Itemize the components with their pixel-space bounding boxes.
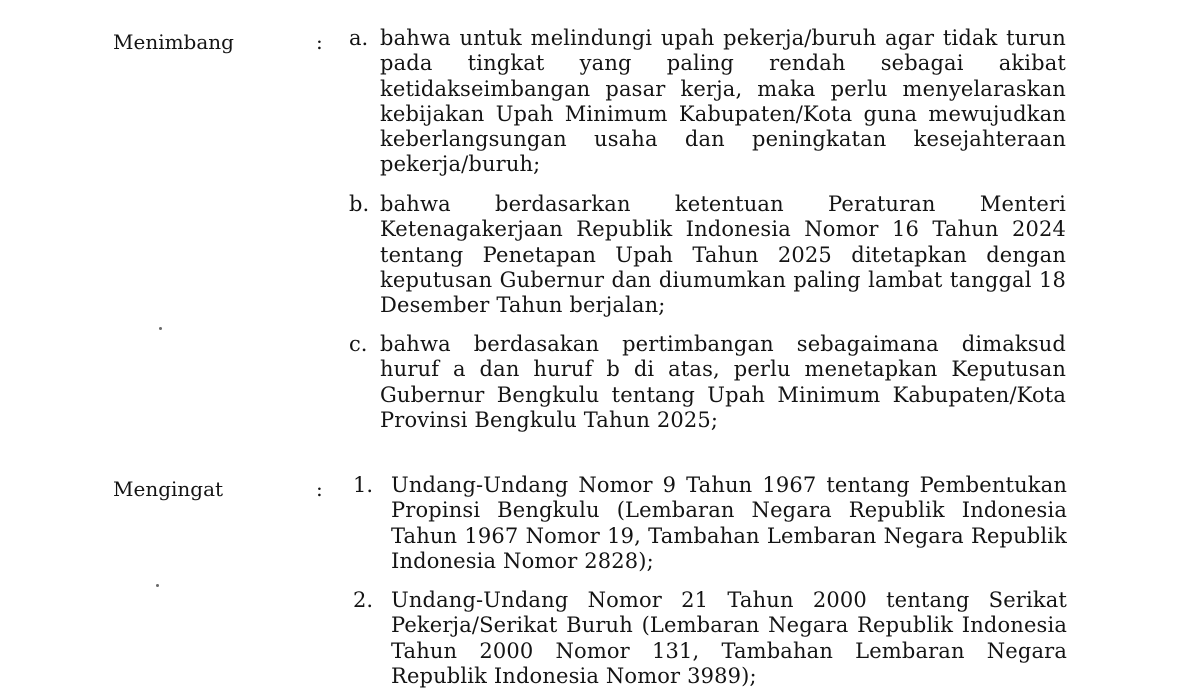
item-text: Undang-Undang Nomor 21 Tahun 2000 tentang Serikat Pekerja/Serikat Buruh (Lembaran Negara Republik Indonesia Tahun 2000 Nomor 131, Tambahan Lembaran Negara Republik Indonesia Nomor 3989);: [391, 588, 1067, 688]
item-text: bahwa berdasarkan ketentuan Peraturan Menteri Ketenagakerjaan Republik Indonesia Nomor 16 Tahun 2024 tentang Penetapan Upah Tahun 2025 ditetapkan dengan keputusan Gubernur dan diumumkan paling lambat tanggal 18 Desember Tahun berjalan;: [380, 192, 1066, 318]
item-text: bahwa untuk melindungi upah pekerja/buruh agar tidak turun pada tingkat yang paling rendah sebagai akibat ketidakseimbangan pasar kerja, maka perlu menyelaraskan kebijakan Upah Minimum Kabupaten/Kota guna mewujudkan keberlangsungan usaha dan peningkatan kesejahteraan pekerja/buruh;: [380, 26, 1066, 177]
item-marker: a.: [349, 26, 369, 50]
section-label-mengingat: Mengingat: [113, 477, 224, 501]
section-label-menimbang: Menimbang: [113, 30, 234, 54]
section-colon: :: [316, 30, 323, 54]
scan-speck: [159, 327, 162, 330]
item-marker: c.: [349, 332, 368, 356]
section-colon: :: [316, 477, 323, 501]
item-marker: 2.: [353, 588, 374, 612]
item-marker: b.: [349, 192, 370, 216]
item-text: bahwa berdasakan pertimbangan sebagaimana dimaksud huruf a dan huruf b di atas, perlu menetapkan Keputusan Gubernur Bengkulu tentang Upah Minimum Kabupaten/Kota Provinsi Bengkulu Tahun 2025;: [380, 332, 1066, 432]
item-text: Undang-Undang Nomor 9 Tahun 1967 tentang Pembentukan Propinsi Bengkulu (Lembaran Negara Republik Indonesia Tahun 1967 Nomor 19, Tambahan Lembaran Negara Republik Indonesia Nomor 2828);: [391, 473, 1067, 573]
item-marker: 1.: [353, 473, 374, 497]
scan-speck: [156, 584, 159, 587]
